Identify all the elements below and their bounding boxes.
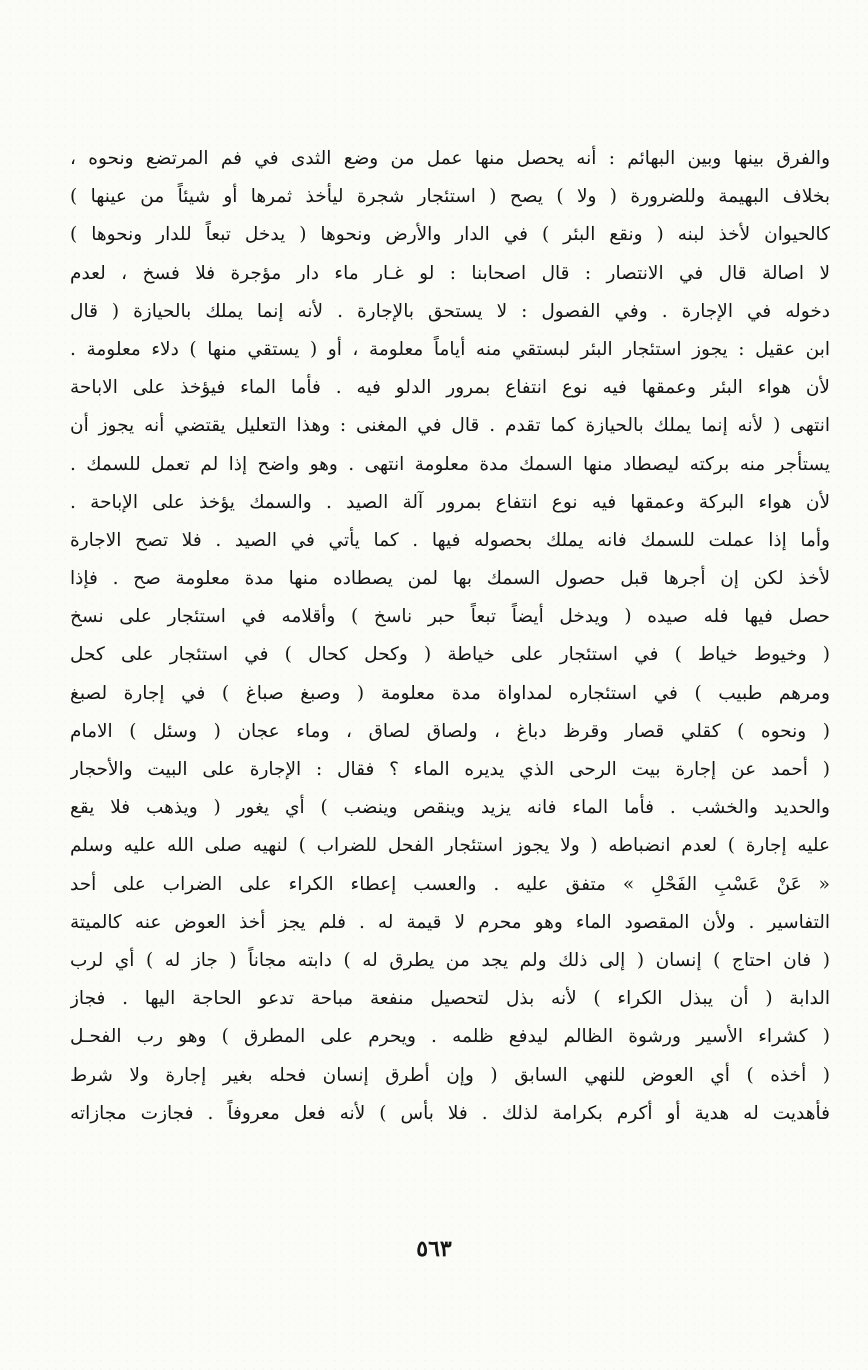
- text-line: عليه إجارة ) لعدم انضباطه ( ولا يجوز استئجار الفحل للضراب ) لنهيه صلى الله عليه وسلم: [70, 835, 830, 857]
- text-line: بخلاف البهيمة وللضرورة ( ولا ) يصح ( استئجار شجرة ليأخذ ثمرها أو شيئاً من عينها ): [70, 186, 830, 208]
- text-line: ( ونحوه ) كقلي قصار وقرظ دباغ ، ولصاق لصاق ، وماء عجان ( وسئل ) الامام: [70, 720, 830, 742]
- text-line: لأن هواء البئر وعمقها فيه نوع انتفاع بمرور الدلو فيه . فأما الماء فيؤخذ على الاباحة: [70, 377, 830, 399]
- text-line: دخوله في الإجارة . وفي الفصول : لا يستحق بالإجارة . لأنه إنما يملك بالحيازة ( قال: [70, 300, 830, 322]
- text-line: ( فان احتاج ) إنسان ( إلى ذلك ولم يجد من يطرق له ) دابته مجاناً ( جاز له ) أي لرب: [70, 949, 830, 971]
- text-line: انتهى ( لأنه إنما يملك بالحيازة كما تقدم . قال في المغنى : وهذا التعليل يقتضي أنه يجوز أن: [70, 415, 830, 437]
- body-text: [70, 140, 830, 1133]
- page-number: ٥٦٣: [416, 1236, 452, 1262]
- text-line: الدابة ( أن يبذل الكراء ) لأنه بذل لتحصيل منفعة مباحة تدعو الحاجة اليها . فجاز: [70, 988, 830, 1010]
- text-line: والحديد والخشب . فأما الماء فانه يزيد وينقص وينضب ) أي يغور ( ويذهب فلا يقع: [70, 797, 830, 819]
- text-line: ( كشراء الأسير ورشوة الظالم ليدفع ظلمه . ويحرم على المطرق ) وهو رب الفحـل: [70, 1026, 830, 1048]
- text-line: ( أخذه ) أي العوض للنهي السابق ( وإن أطرق إنسان فحله بغير إجارة ولا شرط: [70, 1064, 830, 1086]
- text-line: ( وخيوط خياط ) في استئجار على خياطة ( وكحل كحال ) في استئجار على كحل: [70, 644, 830, 666]
- text-line: حصل فيها فله صيده ( ويدخل أيضاً تبعاً حبر ناسخ ) وأقلامه في استئجار على نسخ: [70, 606, 830, 628]
- text-line: يستأجر منه بركته ليصطاد منها السمك مدة معلومة انتهى . وهو واضح إذا لم تعمل للسمك .: [70, 453, 830, 475]
- text-line: لا اصالة قال في الانتصار : قال اصحابنا : لو غـار ماء دار مؤجرة فلا فسخ ، لعدم: [70, 262, 830, 284]
- text-line: لأن هواء البركة وعمقها فيه نوع انتفاع بمرور آلة الصيد . والسمك يؤخذ على الإباحة .: [70, 491, 830, 513]
- text-line: ( أحمد عن إجارة بيت الرحى الذي يديره الماء ؟ فقال : الإجارة على البيت والأحجار: [70, 759, 830, 780]
- text-line: فأهديت له هدية أو أكرم بكرامة لذلك . فلا بأس ) لأنه فعل معروفاً . فجازت مجازاته: [70, 1102, 830, 1124]
- text-line: والفرق بينها وبين البهائم : أنه يحصل منها عمل من وضع الثدى في فم المرتضع ونحوه ،: [70, 148, 830, 169]
- text-line: « عَنْ عَسْبِ الفَحْلِ » متفق عليه . والعسب إعطاء الكراء على الضراب على أحد: [70, 873, 830, 895]
- text-line: ومرهم طبيب ) في استئجاره لمداواة مدة معلومة ( وصبغ صباغ ) في إجارة لصبغ: [70, 682, 830, 704]
- text-line: ابن عقيل : يجوز استئجار البئر لبستقي منه أياماً معلومة ، أو ( يستقي منها ) دلاء معلومة .: [70, 338, 830, 360]
- text-line: كالحيوان لأخذ لبنه ( ونقع البئر ) في الدار والأرض ونحوها ( يدخل تبعاً للدار ونحوها ): [70, 224, 830, 246]
- text-line: وأما إذا عملت للسمك فانه يملك بحصوله فيها . كما يأتي في الصيد . فلا تصح الاجارة: [70, 529, 830, 551]
- text-line: التفاسير . ولأن المقصود الماء وهو محرم لا قيمة له . فلم يجز أخذ العوض عنه كالميتة: [70, 911, 830, 933]
- text-line: لأخذ لكن إن أجرها قبل حصول السمك بها لمن يصطاده منها مدة معلومة صح . فإذا: [70, 568, 830, 590]
